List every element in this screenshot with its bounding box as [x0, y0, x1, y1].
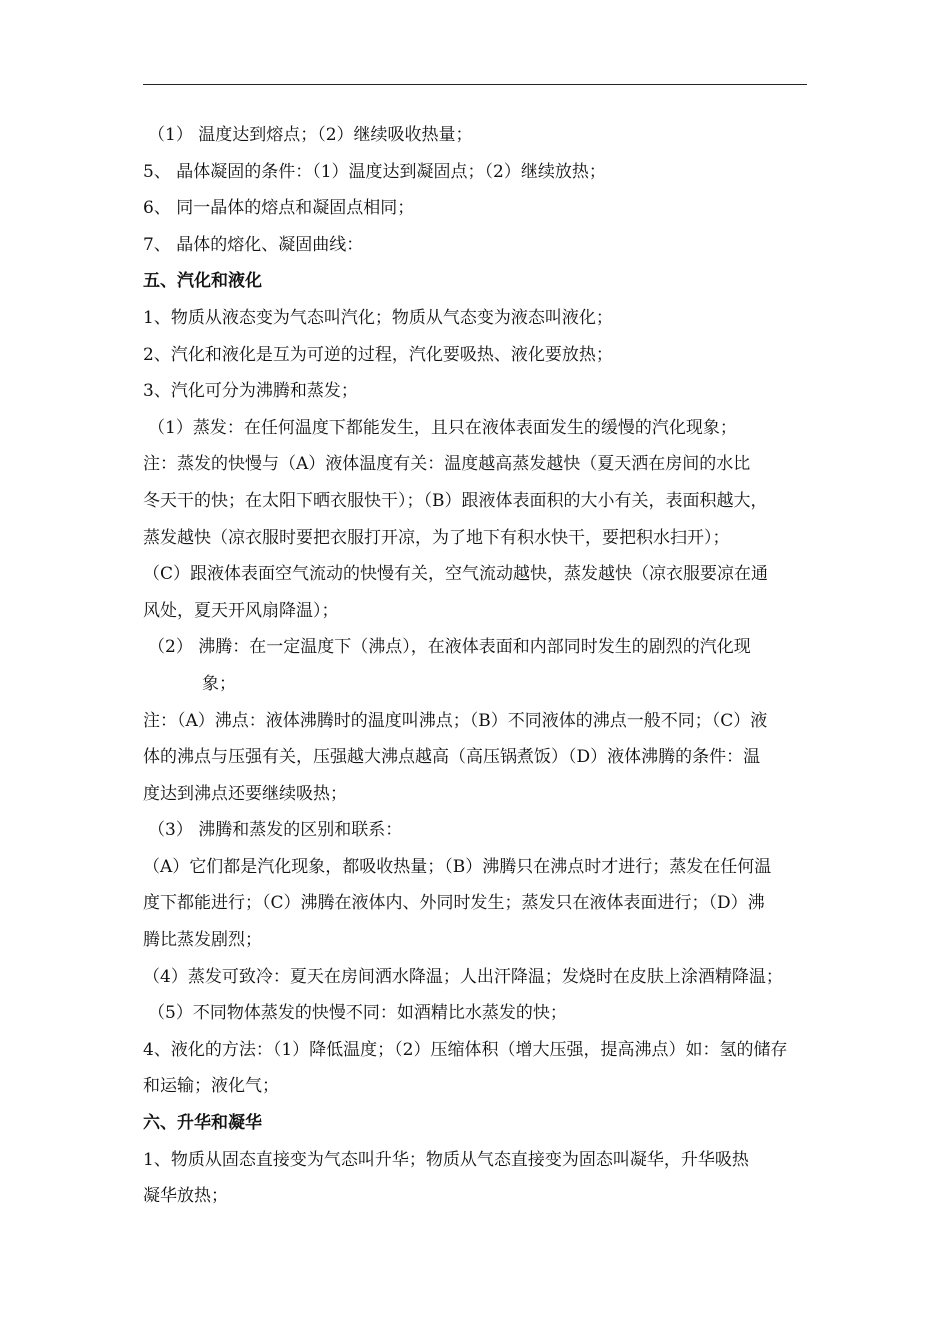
document-body [143, 117, 813, 1215]
text-line: 和运输；液化气； [143, 1076, 279, 1097]
text-line: 注：（A）沸点：液体沸腾时的温度叫沸点；（B）不同液体的沸点一般不同；（C）液 [143, 710, 768, 731]
text-line: （A）它们都是汽化现象，都吸收热量；（B）沸腾只在沸点时才进行；蒸发在任何温 [143, 856, 772, 877]
text-line: 象； [202, 673, 236, 694]
text-line: 度下都能进行；（C）沸腾在液体内、外同时发生；蒸发只在液体表面进行；（D）沸 [143, 893, 765, 914]
text-line: 3、汽化可分为沸腾和蒸发； [143, 381, 358, 402]
text-line: 4、液化的方法：（1）降低温度；（2）压缩体积（增大压强，提高沸点）如：氢的储存 [143, 1039, 788, 1060]
text-line: 5、 晶体凝固的条件：（1）温度达到凝固点；（2）继续放热； [143, 161, 606, 182]
text-line: （5）不同物体蒸发的快慢不同：如酒精比水蒸发的快； [148, 1003, 567, 1024]
text-line: （1） 温度达到熔点；（2）继续吸收热量； [148, 125, 473, 145]
text-line: 度达到沸点还要继续吸热； [143, 783, 347, 804]
text-line: 凝华放热； [143, 1186, 228, 1207]
text-line: 蒸发越快（凉衣服时要把衣服打开凉，为了地下有积水快干，要把积水扫开）； [143, 527, 730, 548]
text-line: （2） 沸腾：在一定温度下（沸点），在液体表面和内部同时发生的剧烈的汽化现 [148, 637, 751, 658]
text-line: 风处，夏天开风扇降温）； [143, 600, 339, 621]
text-line: 体的沸点与压强有关，压强越大沸点越高（高压锅煮饭）（D）液体沸腾的条件：温 [143, 747, 761, 768]
text-line: 腾比蒸发剧烈； [143, 930, 262, 951]
text-line: 1、物质从固态直接变为气态叫升华；物质从气态直接变为固态叫凝华，升华吸热 [143, 1149, 749, 1170]
text-line: 注：蒸发的快慢与（A）液体温度有关：温度越高蒸发越快（夏天洒在房间的水比 [143, 454, 751, 475]
text-line: （C）跟液体表面空气流动的快慢有关，空气流动越快，蒸发越快（凉衣服要凉在通 [143, 564, 769, 585]
text-line: （4）蒸发可致冷：夏天在房间洒水降温；人出汗降温；发烧时在皮肤上涂酒精降温； [143, 966, 783, 987]
text-line: （1）蒸发：在任何温度下都能发生，且只在液体表面发生的缓慢的汽化现象； [148, 417, 737, 438]
text-line: 6、 同一晶体的熔点和凝固点相同； [143, 198, 415, 219]
text-line: （3） 沸腾和蒸发的区别和联系： [148, 820, 403, 841]
header-rule [143, 84, 807, 85]
text-line: 1、物质从液态变为气态叫汽化；物质从气态变为液态叫液化； [143, 307, 613, 328]
section-heading: 五、汽化和液化 [143, 271, 262, 292]
text-line: 2、汽化和液化是互为可逆的过程，汽化要吸热、液化要放热； [143, 344, 613, 365]
text-line: 冬天干的快；在太阳下晒衣服快干）；（B）跟液体表面积的大小有关，表面积越大， [143, 490, 768, 511]
section-heading: 六、升华和凝华 [143, 1113, 262, 1134]
text-line: 7、 晶体的熔化、凝固曲线： [143, 234, 364, 255]
